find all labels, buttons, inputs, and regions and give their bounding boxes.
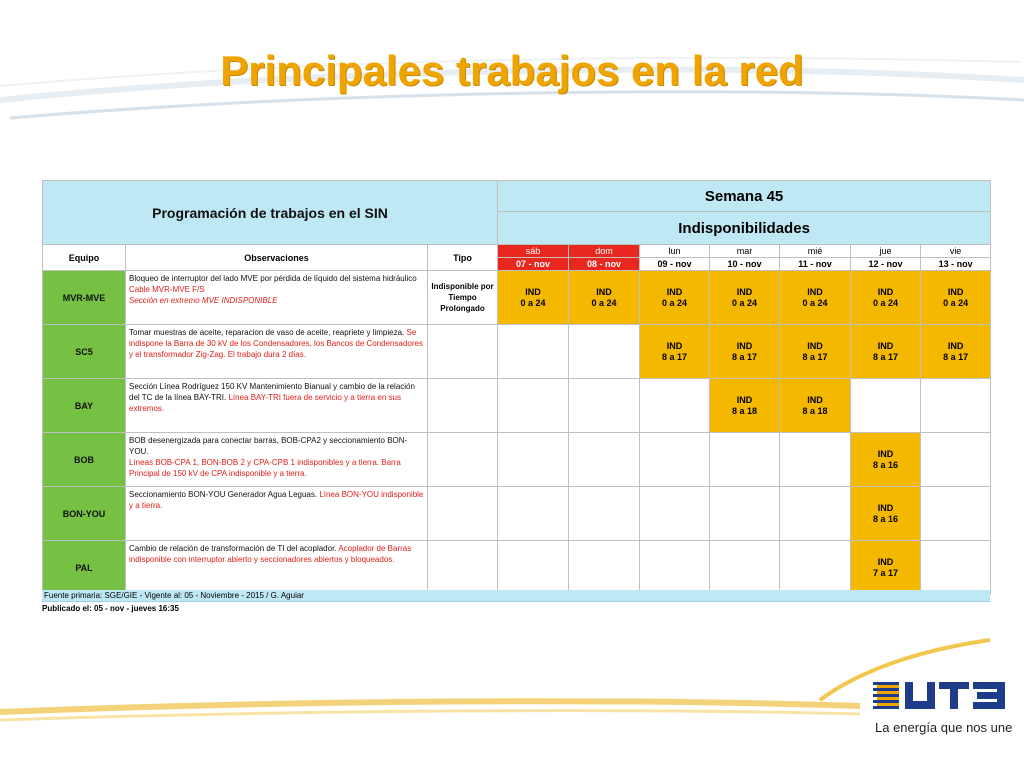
equipo-cell: MVR-MVE [43,271,126,325]
empty-day-cell [921,487,991,541]
page-title: Principales trabajos en la red [220,47,804,94]
observation-text: Línea BON-YOU indisponible y a tierra. [129,490,424,510]
observation-text: Seccionamiento BON-YOU Generador Agua Leguas. [129,490,320,499]
published-footer: Publicado el: 05 - nov - jueves 16:35 [42,604,179,613]
table-row [43,325,991,379]
equipo-cell: PAL [43,541,126,595]
day-name-0: sáb [498,245,569,258]
day-name-5: jue [851,245,921,258]
ind-hours: 8 a 16 [873,513,899,524]
empty-day-cell [569,433,640,487]
empty-day-cell [498,325,569,379]
empty-day-cell [780,541,851,595]
ind-hours: 0 a 24 [520,297,546,308]
ind-label: IND [807,394,823,405]
day-date-1: 08 - nov [569,258,640,271]
tipo-cell [428,325,498,379]
equipo-cell: SC5 [43,325,126,379]
ind-hours: 0 a 24 [943,297,969,308]
unavailability-cell [921,271,991,325]
ind-label: IND [877,502,894,513]
week-label: Semana 45 [498,181,991,212]
ind-label: IND [807,286,823,297]
unavailability-cell [780,271,851,325]
day-date-5: 12 - nov [851,258,921,271]
ind-label: IND [525,286,541,297]
ind-label: IND [666,340,683,351]
ind-hours: 0 a 24 [873,297,899,308]
day-name-4: mié [780,245,851,258]
empty-day-cell [569,325,640,379]
ind-label: IND [877,556,894,567]
col-observaciones-header: Observaciones [126,245,428,271]
observation-text: Cable MVR-MVE F/S [129,285,205,294]
tipo-cell [428,487,498,541]
observation-text: Sección Línea Rodríguez 150 KV Mantenimiento Bianual y cambio de la relación del TC de la línea BAY-TRI. [129,382,415,402]
tipo-cell [428,541,498,595]
day-date-4: 11 - nov [780,258,851,271]
empty-day-cell [851,379,921,433]
unavailability-cell [851,325,921,379]
ind-hours: 8 a 16 [873,459,899,470]
empty-day-cell [498,487,569,541]
empty-day-cell [640,541,710,595]
schedule-main-header: Programación de trabajos en el SIN [43,181,498,245]
observation-text: Cambio de relación de transformación de TI del acoplador. [129,544,339,553]
unavailability-cell [640,325,710,379]
empty-day-cell [498,433,569,487]
ind-hours: 0 a 24 [591,297,617,308]
empty-day-cell [780,433,851,487]
empty-day-cell [780,487,851,541]
observaciones-cell [126,433,428,487]
unavailability-cell [851,433,921,487]
ind-label: IND [736,340,753,351]
observation-text: Se indispone la Barra de 30 kV de los Condensadores, los Bancos de Condensadores y el transformador Zig-Zag. El trabajo dura 2 días. [129,328,423,359]
col-equipo-header: Equipo [43,245,126,271]
unavailability-cell [640,271,710,325]
tipo-cell [428,433,498,487]
empty-day-cell [640,433,710,487]
day-name-2: lun [640,245,710,258]
unavailability-cell [569,271,640,325]
empty-day-cell [710,487,780,541]
day-date-0: 07 - nov [498,258,569,271]
day-name-1: dom [569,245,640,258]
observation-text: Tomar muestras de aceite, reparacion de vaso de aceite, reapriete y limpieza. [129,328,407,337]
unavailability-cell [851,541,921,595]
equipo-cell: BOB [43,433,126,487]
empty-day-cell [569,487,640,541]
ind-hours: 8 a 17 [732,351,758,362]
ind-label: IND [877,340,894,351]
observaciones-cell [126,271,428,325]
table-row [43,271,991,325]
ind-hours: 7 a 17 [873,567,899,578]
unavailability-cell [780,325,851,379]
ind-label: IND [877,448,894,459]
table-row [43,433,991,487]
ind-hours: 8 a 17 [662,351,688,362]
empty-day-cell [569,541,640,595]
day-date-6: 13 - nov [921,258,991,271]
ind-hours: 8 a 18 [802,405,828,416]
ute-logo [873,680,1008,716]
brand-tagline: La energía que nos une [875,720,1013,735]
equipo-cell: BON-YOU [43,487,126,541]
table-row [43,541,991,595]
unavailability-cell [921,325,991,379]
empty-day-cell [640,487,710,541]
unavailability-cell [710,271,780,325]
observaciones-cell [126,487,428,541]
empty-day-cell [921,379,991,433]
observation-text: Sección en extremo MVE INDISPONIBLE [129,296,278,305]
ind-label: IND [736,394,753,405]
unavailability-cell [851,271,921,325]
observation-text: Acoplador de Barras indisponible con interruptor abierto y seccionadores abiertos y bloqueados. [129,544,412,564]
day-date-3: 10 - nov [710,258,780,271]
unavailability-cell [851,487,921,541]
ind-hours: 8 a 18 [732,405,758,416]
empty-day-cell [498,379,569,433]
tipo-cell: Indisponible por Tiempo Prolongado [428,271,498,325]
observation-text: Línea BAY-TRI fuera de servicio y a tierra en sus extremos. [129,393,401,413]
observation-text: Líneas BOB-CPA 1, BON-BOB 2 y CPA-CPB 1 indisponibles y a tierra. Barra Principal de 150 kV de CPA indisponible y a tierra. [129,458,401,478]
observaciones-cell [126,325,428,379]
unavailability-cell [710,379,780,433]
empty-day-cell [640,379,710,433]
observaciones-cell [126,541,428,595]
ind-label: IND [877,286,894,297]
ind-label: IND [596,286,612,297]
ind-label: IND [736,286,753,297]
day-date-2: 09 - nov [640,258,710,271]
ind-hours: 0 a 24 [732,297,758,308]
unavailability-cell [780,379,851,433]
day-name-6: vie [921,245,991,258]
ind-label: IND [666,286,683,297]
observation-text: Bloqueo de interruptor del lado MVE por pérdida de líquido del sistema hidráulico [129,274,417,283]
table-row [43,487,991,541]
col-tipo-header: Tipo [428,245,498,271]
ind-hours: 0 a 24 [662,297,688,308]
empty-day-cell [710,433,780,487]
tipo-cell [428,379,498,433]
source-footer: Fuente primaria: SGE/GIE - Vigente al: 05 - Noviembre - 2015 / G. Aguiar [42,590,990,602]
day-name-3: mar [710,245,780,258]
empty-day-cell [498,541,569,595]
ind-label: IND [947,286,964,297]
empty-day-cell [569,379,640,433]
empty-day-cell [921,541,991,595]
observaciones-cell [126,379,428,433]
unavailability-cell [710,325,780,379]
ind-hours: 8 a 17 [943,351,969,362]
equipo-cell: BAY [43,379,126,433]
table-row [43,379,991,433]
ind-label: IND [947,340,964,351]
unavailability-cell [498,271,569,325]
ind-label: IND [807,340,823,351]
empty-day-cell [710,541,780,595]
unavailability-header: Indisponibilidades [498,212,991,245]
ind-hours: 0 a 24 [802,297,828,308]
ind-hours: 8 a 17 [873,351,899,362]
schedule-table [42,180,991,595]
observation-text: BOB desenergizada para conectar barras, BOB-CPA2 y seccionamiento BON-YOU. [129,436,408,456]
empty-day-cell [921,433,991,487]
ind-hours: 8 a 17 [802,351,828,362]
